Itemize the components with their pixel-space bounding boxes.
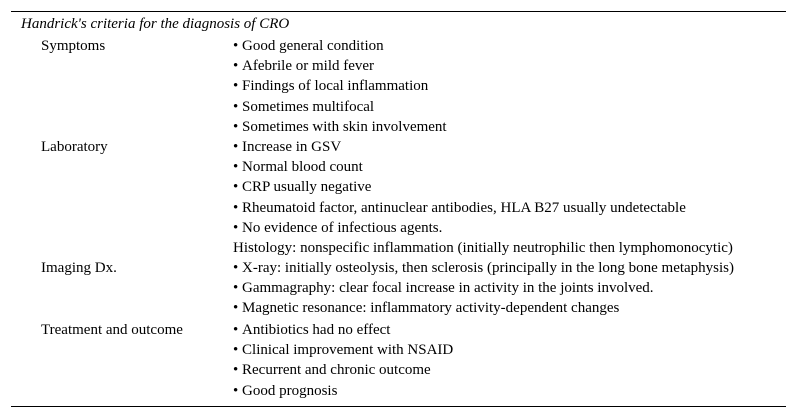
criteria-item: • Gammagraphy: clear focal increase in activity in the joints involved. bbox=[233, 278, 734, 298]
criteria-item: • Magnetic resonance: inflammatory activity-dependent changes bbox=[233, 298, 734, 318]
criteria-item: • Increase in GSV bbox=[233, 137, 733, 157]
criteria-list bbox=[233, 258, 734, 319]
criteria-item: Histology: nonspecific inflammation (initially neutrophilic then lymphomonocytic) bbox=[233, 240, 733, 257]
criteria-item: • CRP usually negative bbox=[233, 177, 733, 197]
criteria-item: • Findings of local inflammation bbox=[233, 76, 447, 96]
criteria-item: • X-ray: initially osteolysis, then sclerosis (principally in the long bone metaphysis) bbox=[233, 258, 734, 278]
criteria-item: • Recurrent and chronic outcome bbox=[233, 360, 453, 380]
section-label: Treatment and outcome bbox=[41, 322, 183, 338]
criteria-item: • Normal blood count bbox=[233, 157, 733, 177]
criteria-item: • No evidence of infectious agents. bbox=[233, 218, 733, 238]
criteria-list bbox=[233, 137, 733, 258]
criteria-item: • Good general condition bbox=[233, 36, 447, 56]
criteria-list bbox=[233, 36, 447, 137]
criteria-item: • Sometimes with skin involvement bbox=[233, 117, 447, 137]
criteria-item: • Good prognosis bbox=[233, 381, 453, 401]
criteria-list bbox=[233, 320, 453, 401]
criteria-item: • Sometimes multifocal bbox=[233, 97, 447, 117]
section-label: Symptoms bbox=[41, 38, 106, 54]
table-caption: Handrick's criteria for the diagnosis of CRO bbox=[21, 16, 290, 32]
section-label: Laboratory bbox=[41, 139, 108, 155]
criteria-item: • Antibiotics had no effect bbox=[233, 320, 453, 340]
section-label: Imaging Dx. bbox=[41, 260, 117, 276]
criteria-table bbox=[11, 11, 786, 407]
criteria-item: • Afebrile or mild fever bbox=[233, 56, 447, 76]
criteria-item: • Clinical improvement with NSAID bbox=[233, 340, 453, 360]
criteria-item: • Rheumatoid factor, antinuclear antibodies, HLA B27 usually undetectable bbox=[233, 198, 733, 218]
